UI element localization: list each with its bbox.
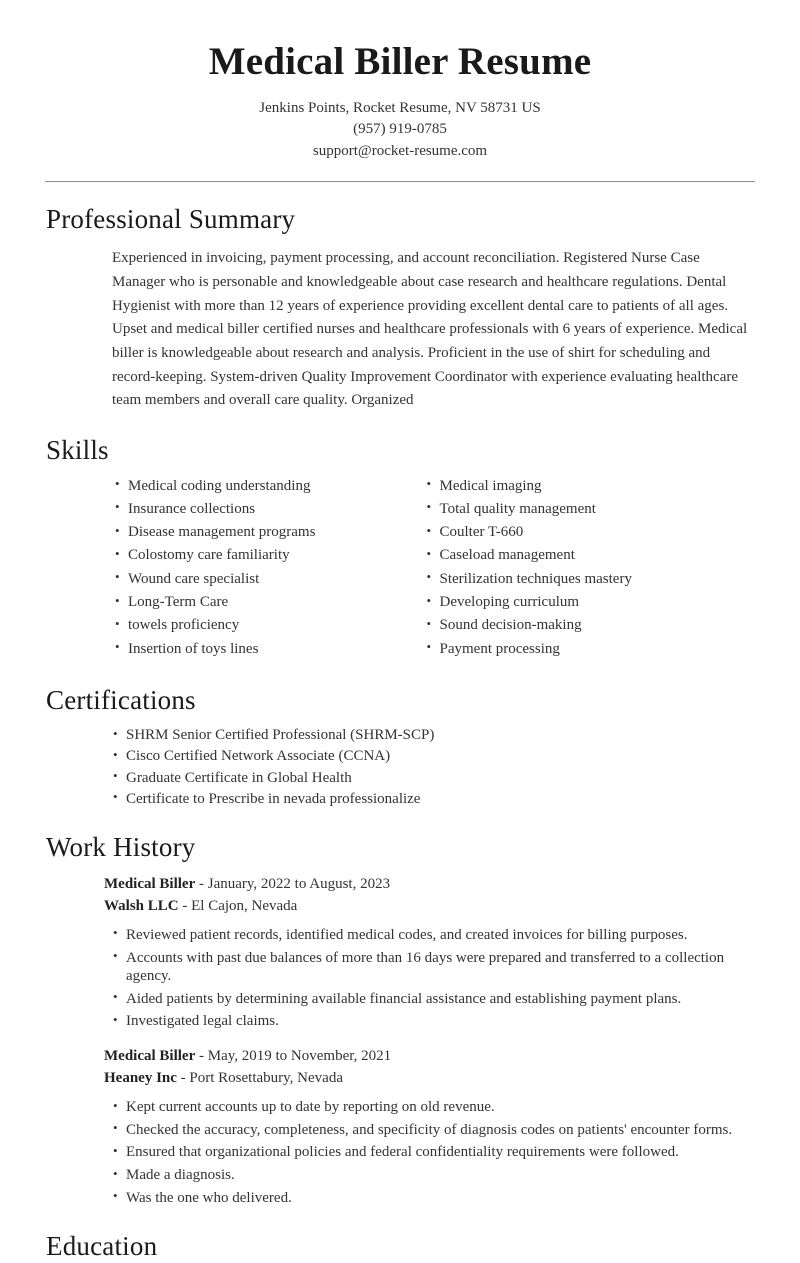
list-item: • Ensured that organizational policies and federal confidentiality requirements were followed. bbox=[113, 1143, 755, 1161]
section-heading-skills: Skills bbox=[46, 435, 109, 466]
job-entry bbox=[104, 1046, 755, 1207]
list-item: • Kept current accounts up to date by reporting on old revenue. bbox=[113, 1098, 755, 1116]
section-education bbox=[0, 1230, 800, 1262]
job-company: Heaney Inc bbox=[104, 1069, 177, 1086]
list-item: • Wound care specialist bbox=[115, 570, 401, 588]
job-company: Walsh LLC bbox=[104, 897, 179, 914]
skills-column-right bbox=[401, 477, 756, 663]
list-item: • Caseload management bbox=[427, 546, 756, 564]
job-location: - El Cajon, Nevada bbox=[178, 897, 298, 914]
job-role: Medical Biller bbox=[104, 876, 196, 893]
list-item: • Made a diagnosis. bbox=[113, 1166, 755, 1184]
list-item: • Medical imaging bbox=[427, 477, 756, 495]
section-heading-certifications: Certifications bbox=[46, 684, 196, 715]
job-location: - Port Rosettabury, Nevada bbox=[176, 1069, 343, 1086]
list-item: • Aided patients by determining available financial assistance and establishing payment plans. bbox=[113, 990, 755, 1008]
job-dates: - May, 2019 to November, 2021 bbox=[195, 1048, 392, 1065]
list-item: • Checked the accuracy, completeness, and specificity of diagnosis codes on patients' encounter forms. bbox=[113, 1121, 755, 1139]
certifications-list bbox=[113, 726, 755, 808]
work-history-body bbox=[46, 874, 755, 1207]
job-bullets-list bbox=[104, 1098, 755, 1207]
job-role: Medical Biller bbox=[104, 1048, 196, 1065]
contact-block bbox=[0, 98, 800, 163]
list-item: • Coulter T-660 bbox=[427, 523, 756, 541]
list-item: • Sound decision-making bbox=[427, 616, 756, 634]
section-heading-education: Education bbox=[46, 1231, 158, 1262]
list-item: • Total quality management bbox=[427, 500, 756, 518]
list-item: • Investigated legal claims. bbox=[113, 1012, 755, 1030]
page-title: Medical Biller Resume bbox=[208, 40, 592, 83]
section-heading-work-history: Work History bbox=[46, 831, 196, 862]
list-item: • Medical coding understanding bbox=[115, 477, 401, 495]
list-item: • Developing curriculum bbox=[427, 593, 756, 611]
job-entry bbox=[104, 874, 755, 1030]
list-item: • Colostomy care familiarity bbox=[115, 546, 401, 564]
job-dates: - January, 2022 to August, 2023 bbox=[195, 876, 391, 893]
list-item: • Insurance collections bbox=[115, 500, 401, 518]
summary-body bbox=[46, 247, 755, 413]
list-item: • Accounts with past due balances of more than 16 days were prepared and transferred to a collection agency. bbox=[113, 949, 755, 986]
list-item: • Reviewed patient records, identified medical codes, and created invoices for billing purposes. bbox=[113, 926, 755, 944]
list-item: • Cisco Certified Network Associate (CCNA) bbox=[113, 747, 755, 765]
list-item: • Long-Term Care bbox=[115, 593, 401, 611]
contact-address: Jenkins Points, Rocket Resume, NV 58731 US bbox=[259, 99, 541, 116]
section-heading-professional-summary: Professional Summary bbox=[46, 203, 296, 234]
contact-email: support@rocket-resume.com bbox=[312, 143, 488, 160]
job-title-line bbox=[104, 874, 755, 895]
section-work-history bbox=[0, 831, 800, 1207]
skills-list-left bbox=[115, 477, 401, 658]
job-title-line bbox=[104, 1046, 755, 1067]
list-item: • Graduate Certificate in Global Health bbox=[113, 769, 755, 787]
skills-column-left bbox=[46, 477, 401, 663]
list-item: • Certificate to Prescribe in nevada professionalize bbox=[113, 790, 755, 808]
certifications-body bbox=[46, 726, 755, 808]
contact-phone: (957) 919-0785 bbox=[353, 121, 447, 138]
list-item: • SHRM Senior Certified Professional (SHRM-SCP) bbox=[113, 726, 755, 744]
skills-columns bbox=[46, 477, 755, 663]
list-item: • towels proficiency bbox=[115, 616, 401, 634]
list-item: • Disease management programs bbox=[115, 523, 401, 541]
job-bullets-list bbox=[104, 926, 755, 1031]
list-item: • Sterilization techniques mastery bbox=[427, 570, 756, 588]
list-item: • Was the one who delivered. bbox=[113, 1189, 755, 1207]
skills-list-right bbox=[427, 477, 756, 658]
section-professional-summary bbox=[0, 203, 800, 413]
section-certifications bbox=[0, 684, 800, 808]
summary-text: Experienced in invoicing, payment processing, and account reconciliation. Registered Nurse Case Manager who is personable and knowledgeable about case research and healthcare regulations. Dental Hygienist with more than 12 years of experience providing excellent dental care to patients of all ages. Upset and medical biller certified nurses and healthcare professionals with 6 years of experience. Medical biller is knowledgeable about research and analysis. Proficient in the use of shirt for scheduling and record-keeping. System-driven Quality Improvement Coordinator with experience evaluating healthcare team members and overall care quality. Organized bbox=[112, 250, 748, 409]
job-company-line bbox=[104, 896, 755, 917]
section-skills bbox=[0, 434, 800, 663]
header-divider bbox=[45, 181, 755, 182]
job-company-line bbox=[104, 1068, 755, 1089]
list-item: • Insertion of toys lines bbox=[115, 640, 401, 658]
list-item: • Payment processing bbox=[427, 640, 756, 658]
